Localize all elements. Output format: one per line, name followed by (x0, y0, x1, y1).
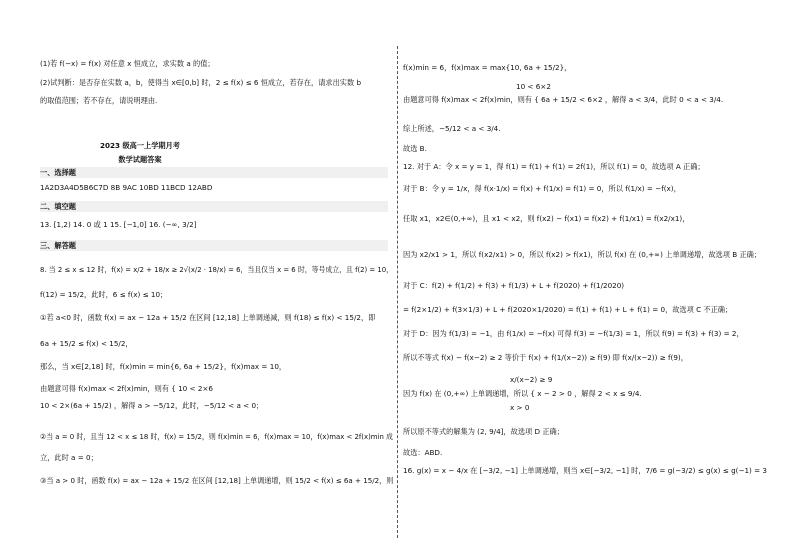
solution-line: 因为 x2/x1 > 1，所以 f(x2/x1) > 0，所以 f(x2) > f(x1)，所以 f(x) 在 (0,+∞) 上单调递增，故选项 B 正确； (403, 250, 762, 259)
section-fill: 二、填空题 (40, 202, 76, 211)
solution-line: 故选 B. (403, 144, 427, 153)
section-band-fill (40, 201, 388, 212)
question-part-2-cont: 的取值范围；若不存在，请说明理由. (40, 96, 158, 105)
solution-line: 由题意可得 f(x)max < 2f(x)min，则有 { 6a + 15/2 < 6×2 ，解得 a < 3/4，此时 0 < a < 3/4. (403, 95, 724, 104)
solution-line: f(12) = 15/2，此时，6 ≤ f(x) ≤ 10； (40, 290, 168, 299)
solution-line: 16. g(x) = x − 4/x 在 [−3/2, −1] 上单调递增，则当 x∈[−3/2, −1] 时，7/6 = g(−3/2) ≤ g(x) ≤ g(−1) = 3 (403, 466, 768, 475)
section-solution: 三、解答题 (40, 241, 76, 250)
solution-line: 所以原不等式的解集为 (2, 9/4]，故选项 D 正确； (403, 427, 564, 436)
solution-line: ②当 a = 0 时，且当 12 < x ≤ 18 时，f(x) = 15/2，则 f(x)min = 6，f(x)max = 10，f(x)max < 2f(x)min 成 (40, 432, 393, 441)
solution-line: ③当 a > 0 时，函数 f(x) = ax − 12a + 15/2 在区间 [12,18] 上单调递增，则 15/2 < f(x) ≤ 6a + 15/2，则 (40, 476, 394, 485)
section-band-choice (40, 167, 388, 178)
solution-line: 由题意可得 f(x)max < 2f(x)min，则有 { 10 < 2×6 (40, 384, 213, 393)
section-choice: 一、选择题 (40, 168, 76, 177)
solution-line: 对于 D：因为 f(1/3) = −1，由 f(1/x) = −f(x) 可得 f(3) = −f(1/3) = 1，所以 f(9) = f(3) + f(3) = 2， (403, 329, 744, 338)
solution-line: ①若 a<0 时，函数 f(x) = ax − 12a + 15/2 在区间 [12,18] 上单调递减，则 f(18) ≤ f(x) < 15/2，即 (40, 313, 376, 322)
solution-line: 对于 C：f(2) + f(1/2) + f(3) + f(1/3) + L + f(2020) + f(1/2020) (403, 281, 625, 290)
solution-line: 6a + 15/2 ≤ f(x) < 15/2， (40, 339, 133, 348)
exam-title: 2023 级高一上学期月考 (99, 141, 180, 150)
solution-line: 8. 当 2 ≤ x ≤ 12 时，f(x) = x/2 + 18/x ≥ 2√(x/2 · 18/x) = 6，当且仅当 x = 6 时，等号成立，且 f(2) = 10， (40, 265, 394, 274)
question-part-2: (2)试判断：是否存在实数 a，b，使得当 x∈[0,b] 时，2 ≤ f(x) ≤ 6 恒成立，若存在，请求出实数 b (40, 78, 362, 87)
solution-line: 对于 B：令 y = 1/x，得 f(x·1/x) = f(x) + f(1/x) = f(1) = 0，所以 f(1/x) = −f(x)， (403, 184, 681, 193)
right-column (398, 0, 794, 560)
answer-title: 数学试题答案 (118, 155, 162, 164)
solution-line: x/(x−2) ≥ 9 (510, 375, 553, 384)
fill-answers: 13. [1,2) 14. 0 或 1 15. [−1,0] 16. (−∞, 3/2] (40, 220, 197, 229)
solution-line: = f(2×1/2) + f(3×1/3) + L + f(2020×1/2020) = f(1) + f(1) + L + f(1) = 0，故选项 C 不正确； (403, 305, 733, 314)
solution-line: 故选：ABD. (403, 448, 443, 457)
solution-line: 综上所述，−5/12 < a < 3/4. (403, 124, 501, 133)
solution-line: 立，此时 a = 0； (40, 453, 98, 462)
solution-line: 那么，当 x∈[2,18] 时，f(x)min = min{6, 6a + 15/2}，f(x)max = 10， (40, 362, 287, 371)
solution-line: 10 < 6×2 (516, 82, 551, 91)
solution-line: x > 0 (510, 403, 530, 412)
section-band-solution (40, 240, 388, 251)
choice-answers: 1A2D3A4D5B6C7D 8B 9AC 10BD 11BCD 12ABD (40, 183, 213, 192)
solution-line: f(x)min = 6，f(x)max = max{10, 6a + 15/2}， (403, 63, 572, 72)
solution-line: 因为 f(x) 在 (0,+∞) 上单调递增，所以 { x − 2 > 0 ，解得 2 < x ≤ 9/4. (403, 389, 642, 398)
solution-line: 任取 x1，x2∈(0,+∞)，且 x1 < x2，则 f(x2) − f(x1) = f(x2) + f(1/x1) = f(x2/x1)， (403, 214, 690, 223)
solution-line: 12. 对于 A：令 x = y = 1，得 f(1) = f(1) + f(1) = 2f(1)，所以 f(1) = 0，故选项 A 正确； (403, 162, 705, 171)
solution-line: 所以不等式 f(x) − f(x−2) ≥ 2 等价于 f(x) + f(1/(x−2)) ≥ f(9) 即 f(x/(x−2)) ≥ f(9)， (403, 353, 688, 362)
question-part-1: (1)若 f(−x) = f(x) 对任意 x 恒成立，求实数 a 的值； (40, 59, 215, 68)
solution-line: 10 < 2×(6a + 15/2) ，解得 a > −5/12，此时，−5/12 < a < 0； (40, 401, 264, 410)
